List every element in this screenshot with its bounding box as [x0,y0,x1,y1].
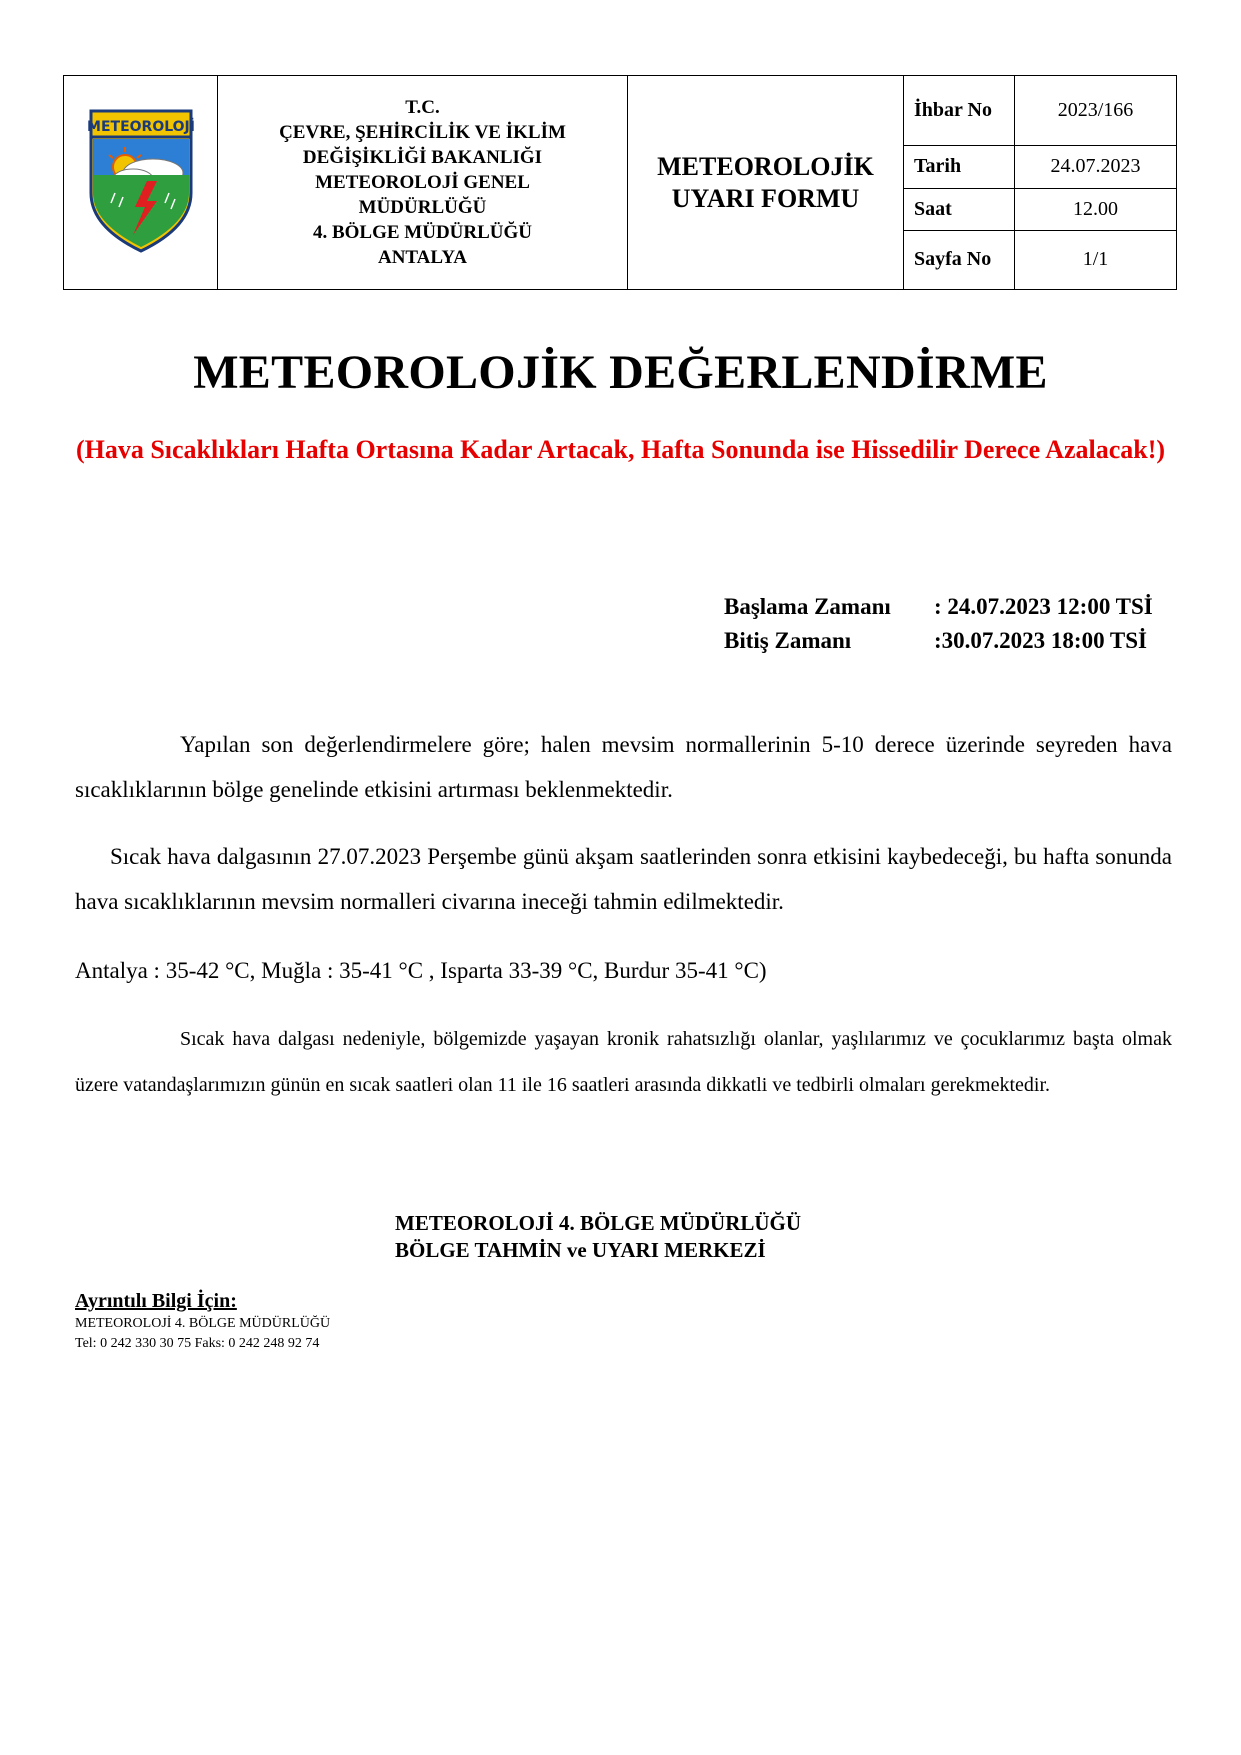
start-time-value: : 24.07.2023 12:00 TSİ [934,594,1153,619]
paragraph-temperatures: Antalya : 35-42 °C, Muğla : 35-41 °C , Isparta 33-39 °C, Burdur 35-41 °C) [75,958,767,983]
contact-phone: Tel: 0 242 330 30 75 Faks: 0 242 248 92 74 [75,1336,320,1351]
form-title-cell [628,76,904,290]
field-value-sayfa-no: 1/1 [1015,230,1177,289]
organization-cell [218,76,628,290]
start-time-row [724,590,1153,624]
logo-cell [64,76,218,290]
form-title-line: METEOROLOJİK [657,151,874,181]
start-time-label: Başlama Zamanı [724,594,891,619]
contact-org: METEOROLOJİ 4. BÖLGE MÜDÜRLÜĞÜ [75,1316,331,1331]
contact-title: Ayrıntılı Bilgi İçin: [75,1290,237,1312]
org-line: DEĞİŞİKLİĞİ BAKANLIĞI [302,147,543,168]
header-table [63,75,1177,290]
time-range [724,590,1153,658]
end-time-label: Bitiş Zamanı [724,628,852,653]
org-line: ANTALYA [377,247,468,268]
org-line: METEOROLOJİ GENEL [315,172,530,193]
field-label-ihbar-no: İhbar No [904,76,1015,146]
org-line: 4. BÖLGE MÜDÜRLÜĞÜ [312,222,533,243]
signature-block [395,1210,801,1264]
document-subtitle: (Hava Sıcaklıkları Hafta Ortasına Kadar Artacak, Hafta Sonunda ise Hissedilir Derece Azalacak!) [75,435,1166,464]
field-value-saat: 12.00 [1015,188,1177,230]
field-label-sayfa-no: Sayfa No [904,230,1015,289]
meteoroloji-logo-icon [85,105,197,255]
signature-line: METEOROLOJİ 4. BÖLGE MÜDÜRLÜĞÜ [395,1211,802,1235]
paragraph-assessment: Yapılan son değerlendirmelere göre; halen mevsim normallerinin 5-10 derece üzerinde seyreden hava sıcaklıklarının bölge genelinde etkisini artırması beklenmektedir. [75,732,1172,802]
form-title-line: UYARI FORMU [671,183,860,213]
svg-text:METEOROLOJİ: METEOROLOJİ [86,119,195,135]
end-time-value: :30.07.2023 18:00 TSİ [934,628,1147,653]
end-time-row [724,624,1153,658]
field-label-tarih: Tarih [904,146,1015,188]
field-value-tarih: 24.07.2023 [1015,146,1177,188]
org-line: ÇEVRE, ŞEHİRCİLİK VE İKLİM [279,122,566,143]
org-line: MÜDÜRLÜĞÜ [358,197,487,218]
signature-line: BÖLGE TAHMİN ve UYARI MERKEZİ [395,1238,766,1262]
paragraph-warning: Sıcak hava dalgası nedeniyle, bölgemizde yaşayan kronik rahatsızlığı olanlar, yaşlılarımız ve çocuklarımız başta olmak üzere vatandaşlarımızın günün en sıcak saatleri olan 11 ile 16 saatleri arasında dikkatli ve tedbirli olmaları gerekmektedir. [75,1028,1172,1096]
field-label-saat: Saat [904,188,1015,230]
org-line: T.C. [405,97,440,118]
document-title: METEOROLOJİK DEĞERLENDİRME [193,346,1048,399]
paragraph-heatwave-end: Sıcak hava dalgasının 27.07.2023 Perşembe günü akşam saatlerinden sonra etkisini kaybedeceği, bu hafta sonunda hava sıcaklıklarının mevsim normalleri civarına ineceği tahmin edilmektedir. [75,844,1172,914]
field-value-ihbar-no: 2023/166 [1015,76,1177,146]
